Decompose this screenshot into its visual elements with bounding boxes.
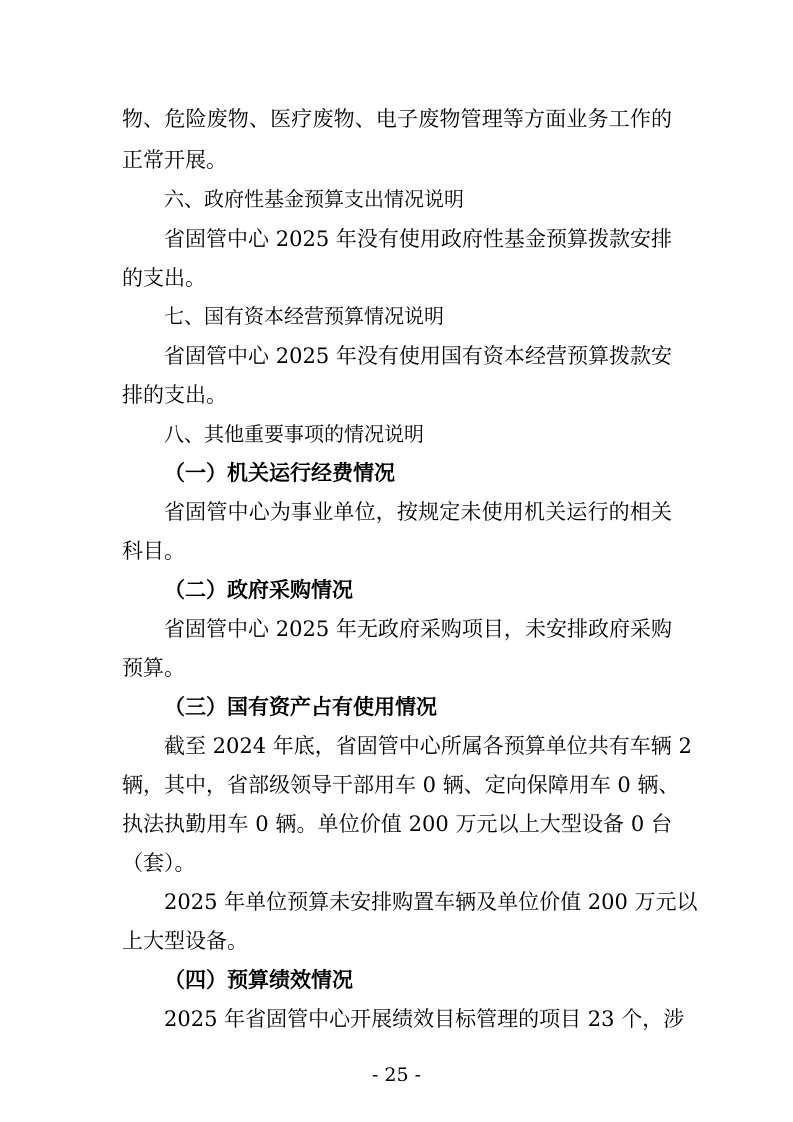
body-line: 排的支出。	[122, 383, 227, 407]
body-line: 的支出。	[122, 266, 206, 290]
body-line: 截至 2024 年底，省固管中心所属各预算单位共有车辆 2	[164, 734, 692, 758]
section-heading-6: 六、政府性基金预算支出情况说明	[164, 187, 464, 211]
body-line: 省固管中心 2025 年没有使用国有资本经营预算拨款安	[164, 344, 672, 368]
subsection-heading-3: （三）国有资产占有使用情况	[164, 694, 437, 719]
body-line: 物、危险废物、医疗废物、电子废物管理等方面业务工作的	[122, 107, 672, 131]
body-line: 辆，其中，省部级领导干部用车 0 辆、定向保障用车 0 辆、	[122, 773, 680, 797]
body-line: 预算。	[122, 656, 185, 680]
body-line: （套）。	[122, 851, 196, 875]
body-line: 2025 年单位预算未安排购置车辆及单位价值 200 万元以	[164, 890, 698, 914]
section-heading-7: 七、国有资本经营预算情况说明	[164, 304, 444, 328]
body-line: 科目。	[122, 539, 185, 563]
page-number: - 25 -	[371, 1064, 422, 1086]
subsection-heading-2: （二）政府采购情况	[164, 577, 353, 602]
body-line: 省固管中心 2025 年没有使用政府性基金预算拨款安排	[164, 227, 672, 251]
subsection-heading-4: （四）预算绩效情况	[164, 967, 353, 992]
section-heading-8: 八、其他重要事项的情况说明	[164, 422, 424, 446]
body-line: 正常开展。	[122, 148, 227, 172]
body-line: 2025 年省固管中心开展绩效目标管理的项目 23 个，涉	[164, 1007, 685, 1031]
body-line: 执法执勤用车 0 辆。单位价值 200 万元以上大型设备 0 台	[122, 812, 672, 836]
body-line: 省固管中心 2025 年无政府采购项目，未安排政府采购	[164, 617, 672, 641]
body-line: 上大型设备。	[122, 929, 248, 953]
body-line: 省固管中心为事业单位，按规定未使用机关运行的相关	[164, 500, 672, 524]
subsection-heading-1: （一）机关运行经费情况	[164, 460, 395, 485]
